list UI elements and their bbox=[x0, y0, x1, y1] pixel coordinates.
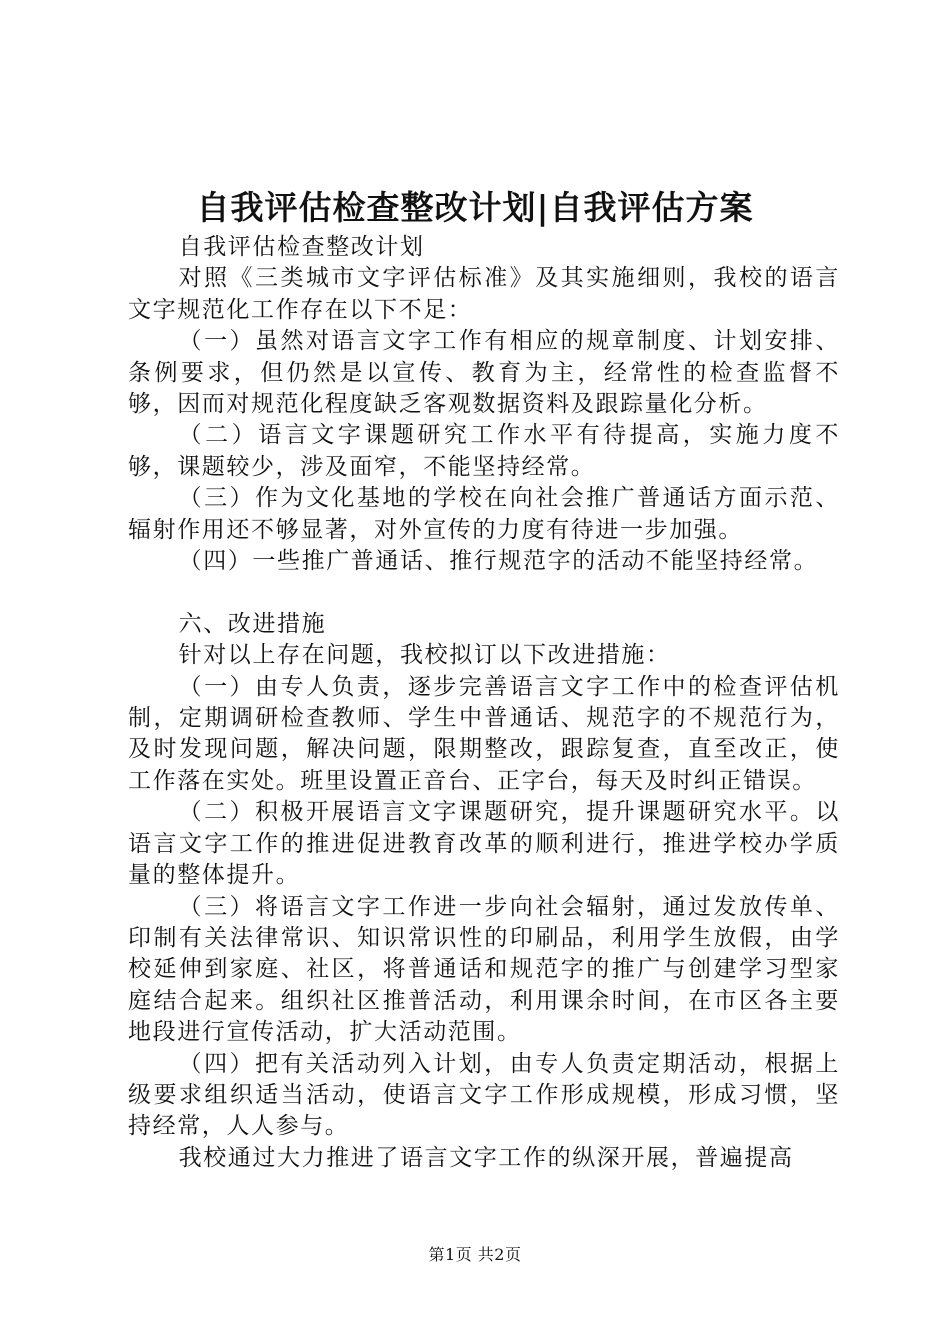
body-paragraph: （一）由专人负责，逐步完善语言文字工作中的检查评估机制，定期调研检查教师、学生中普通话、规范字的不规范行为，及时发现问题，解决问题，限期整改，跟踪复查，直至改正，使工作落在实处。班里设置正音台、正字台，每天及时纠正错误。 bbox=[128, 673, 840, 794]
paragraph-spacer bbox=[128, 577, 840, 608]
document-body bbox=[128, 232, 840, 1174]
body-paragraph: （二）积极开展语言文字课题研究，提升课题研究水平。以语言文字工作的推进促进教育改革的顺利进行，推进学校办学质量的整体提升。 bbox=[128, 799, 840, 889]
body-paragraph: （四）把有关活动列入计划，由专人负责定期活动，根据上级要求组织适当活动，使语言文字工作形成规模，形成习惯，坚持经常，人人参与。 bbox=[128, 1050, 840, 1140]
body-paragraph: （四）一些推广普通话、推行规范字的活动不能坚持经常。 bbox=[178, 548, 819, 575]
page-number-footer: 第1页 共2页 bbox=[428, 1245, 522, 1264]
body-paragraph: 针对以上存在问题，我校拟订以下改进措施： bbox=[178, 642, 671, 669]
document-title: 自我评估检查整改计划|自我评估方案 bbox=[196, 188, 754, 227]
body-paragraph: （二）语言文字课题研究工作水平有待提高，实施力度不够，课题较少，涉及面窄，不能坚持经常。 bbox=[128, 422, 840, 480]
body-paragraph: 对照《三类城市文字评估标准》及其实施细则，我校的语言文字规范化工作存在以下不足： bbox=[128, 265, 840, 323]
body-paragraph: （三）将语言文字工作进一步向社会辐射，通过发放传单、印制有关法律常识、知识常识性的印刷品，利用学生放假，由学校延伸到家庭、社区，将普通话和规范字的推广与创建学习型家庭结合起来。组织社区推普活动，利用课余时间，在市区各主要地段进行宣传活动，扩大活动范围。 bbox=[128, 893, 840, 1046]
body-paragraph: 我校通过大力推进了语言文字工作的纵深开展，普遍提高 bbox=[178, 1144, 794, 1171]
body-paragraph: （一）虽然对语言文字工作有相应的规章制度、计划安排、条例要求，但仍然是以宣传、教育为主，经常性的检查监督不够，因而对规范化程度缺乏客观数据资料及跟踪量化分析。 bbox=[128, 328, 840, 418]
section-heading: 六、改进措施 bbox=[178, 610, 327, 637]
body-paragraph: （三）作为文化基地的学校在向社会推广普通话方面示范、辐射作用还不够显著，对外宣传的力度有待进一步加强。 bbox=[128, 485, 840, 543]
subtitle-paragraph: 自我评估检查整改计划 bbox=[178, 234, 425, 260]
